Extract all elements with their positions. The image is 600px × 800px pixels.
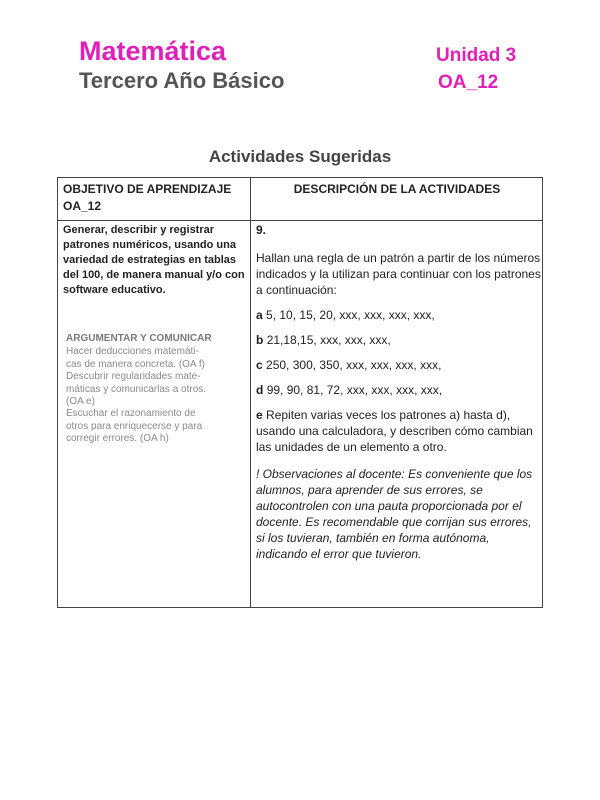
teacher-note: ! Observaciones al docente: Es conveniente que los alumnos, para aprender de sus errores, se autocontrolen con una pauta proporcionada por el docente. Es recomendable que corrijan sus errores, si los tuvieran, también en forma autónoma, indicando el error que tuvieron. bbox=[256, 467, 533, 561]
activity-number: 9. bbox=[256, 223, 267, 237]
pattern-item-e bbox=[256, 407, 541, 455]
header-divider bbox=[58, 220, 542, 221]
description-column-header: DESCRIPCIÓN DE LA ACTIVIDADES bbox=[293, 182, 501, 196]
pattern-item-c bbox=[256, 357, 541, 373]
grade-title: Tercero Año Básico bbox=[79, 68, 285, 93]
oa-label: OA_12 bbox=[438, 72, 499, 93]
skills-line: Hacer deducciones matemáti- bbox=[66, 346, 199, 358]
pattern-item-a bbox=[256, 307, 541, 323]
item-text: 21,18,15, xxx, xxx, xxx, bbox=[266, 333, 391, 347]
section-title: Actividades Sugeridas bbox=[208, 147, 392, 166]
skills-title: ARGUMENTAR Y COMUNICAR bbox=[66, 333, 212, 344]
unit-label: Unidad 3 bbox=[436, 45, 517, 66]
skills-line: corregir errores. (OA h) bbox=[66, 433, 169, 445]
item-text: 99, 90, 81, 72, xxx, xxx, xxx, xxx, bbox=[266, 383, 443, 397]
skills-line: cas de manera concreta. (OA f) bbox=[66, 358, 205, 370]
subject-title: Matemática bbox=[79, 36, 227, 66]
item-label: e bbox=[256, 408, 263, 422]
activity-intro: Hallan una regla de un patrón a partir de los números indicados y la utilizan para continuar con los patrones a continuación: bbox=[256, 251, 541, 297]
item-label: c bbox=[256, 358, 263, 372]
skills-line: Descubrir regularidades mate- bbox=[66, 371, 201, 383]
activities-table bbox=[57, 177, 543, 608]
column-divider bbox=[250, 178, 251, 607]
skills-box bbox=[66, 333, 246, 446]
skills-line: otros para enriquecerse y para bbox=[66, 420, 203, 432]
pattern-item-d bbox=[256, 382, 541, 398]
objective-column-header: OBJETIVO DE APRENDIZAJE OA_12 bbox=[63, 182, 232, 213]
skills-line: máticas y comunicarlas a otros. bbox=[66, 383, 207, 395]
item-text: 5, 10, 15, 20, xxx, xxx, xxx, xxx, bbox=[266, 308, 435, 322]
pattern-item-b bbox=[256, 332, 541, 348]
item-label: a bbox=[256, 308, 263, 322]
objective-text: Generar, describir y registrar patrones numéricos, usando una variedad de estrategias en tablas del 100, de manera manual y/o con software educativo. bbox=[63, 224, 245, 296]
item-text: 250, 300, 350, xxx, xxx, xxx, xxx, bbox=[266, 358, 442, 372]
item-label: d bbox=[256, 383, 264, 397]
activity-description bbox=[256, 222, 541, 562]
item-text: Repiten varias veces los patrones a) hasta d), usando una calculadora, y describen cómo cambian las unidades de un elemento a otro. bbox=[256, 408, 533, 454]
skills-line: (OA e) bbox=[66, 396, 95, 408]
item-label: b bbox=[256, 333, 264, 347]
skills-line: Escuchar el razonamiento de bbox=[66, 408, 196, 420]
